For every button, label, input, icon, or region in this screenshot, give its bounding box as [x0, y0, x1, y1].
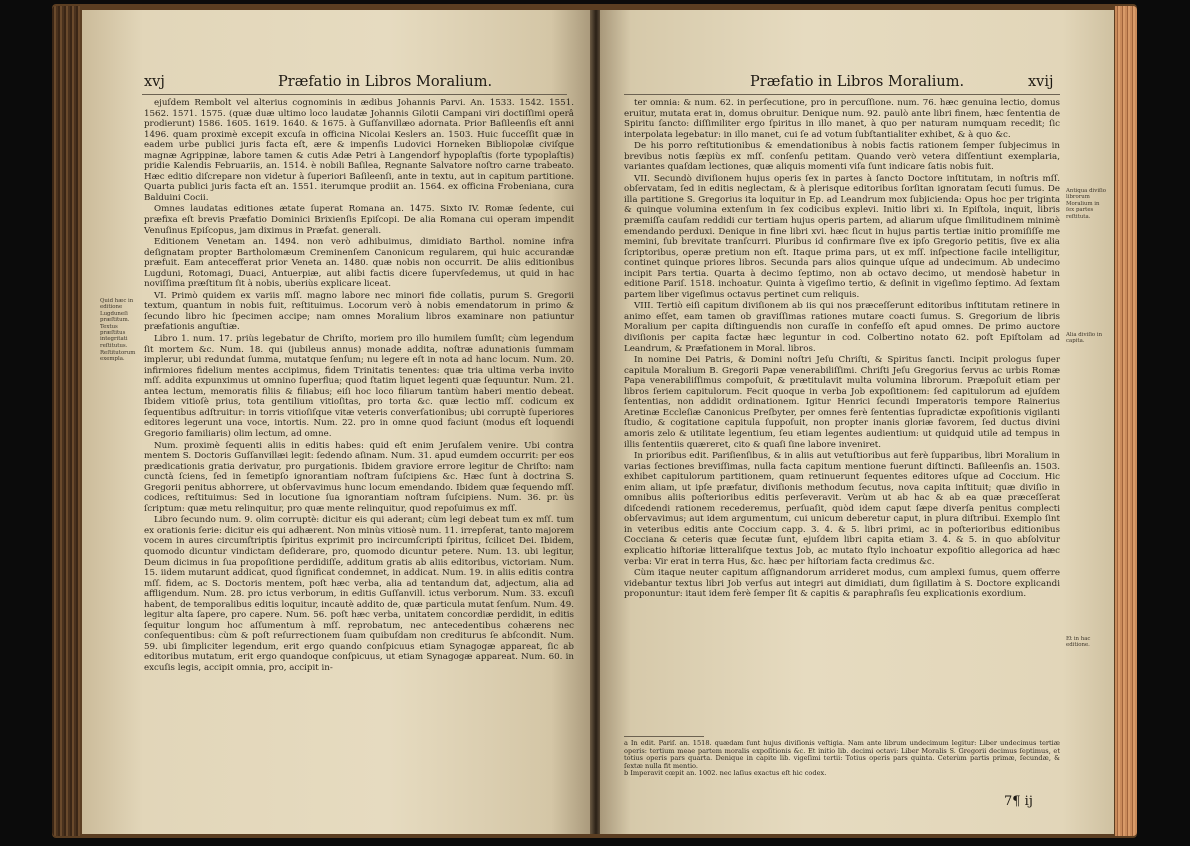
open-book: [52, 4, 1137, 838]
signature-mark: 7¶ ij: [1004, 794, 1033, 809]
paragraph: VIII. Tertiò eiſi capitum diviſionem ab iis qui nos præceſſerunt editoribus inſtitutam retinere in animo eſſet, eam tamen ob graviſſimas rationes mutare coacti ſumus. S. Gregorium de libris Moralium per capita diſtinguendis non curaſſe in confeſſo eſt apud omnes. De primo auctore diviſionis per capita factæ hæc leguntur in cod. Colbertino notato 62. poſt Epiſtolam ad Leandrum, & Præfationem in Moral. libros.: [624, 301, 1060, 354]
footnotes: [624, 740, 1060, 778]
book-spine-edge: [52, 6, 80, 836]
book-fore-edge: [1115, 6, 1137, 836]
footnote: b Imperavit cœpit an. 1002. nec laſius exactus eſt hic codex.: [624, 769, 827, 778]
left-page: [82, 10, 592, 834]
right-head-rule: [624, 94, 1060, 95]
paragraph: VII. Secundò diviſionem hujus operis ſex in partes à ſancto Doctore inſtitutam, in noſtris mſſ. obſervatam, ſed in editis neglectam, & à plerisque editoribus ſorſitan ignoratam ſecuti ſumus. De illa partitione S. Gregorius ita loquitur in Ep. ad Leandrum mox ſubjicienda: Opus hoc per triginta & quinque volumina extenſum in ſex codicibus explevi. Initio libri xi. In Epiſtola, inquit, libris præmiſſa cauſam reddidi cur tertiam hujus operis partem, ad aliarum uſque ſimilitudinem minimè emendando perduxi. Denique in fine libri xvi. hæc ſicut in hujus partis tertiæ initio promiſiſſe me memini, ſub brevitate tranſcurri. Pluribus id confirmare ſive ex ipſo Gregorio petitis, ſive ex alia ſcriptoribus, operæ pretium non eſt. Itaque prima pars, ut ex mſſ. inſpectione facile intelligitur, continet quinque priores libros. Secunda pars alios quinque uſque ad undecimum. Ab undecimo incipit Pars tertia. Quarta à decimo ſeptimo, non ab octavo decimo, ut mendosè habetur in editione Pariſ. 1518. inchoatur. Quinta à vigeſimo tertio, & deſinit in vigeſimo ſeptimo. Ad ſextam partem liber vigeſimus octavus pertinet cum reliquis.: [624, 173, 1060, 300]
right-running-head: Præfatio in Libros Moralium.: [750, 74, 965, 90]
paragraph: Libro 1. num. 17. priùs legebatur de Chriſto, moriem pro illo humilem ſumſit; cùm legendum ſit mortem &c. Num. 18. qui (jubileus annus) monade addita, noſtræ adunationis ſummam implerur, ubi redundat ſumma, mutatque ſenſum; nu legere eſt in nota ad hanc locum. Num. 20. infirmiores fidelium mentes accipimus, fidem Trinitatis tenentes: quæ tria ultima verba invito mſſ. addita expunximus ut omnino ſuperflua; quod ſtatim liquet legenti quæ ſequuntur. Num. 21. antea lectum, memoratis filiis & filiabus; eiſi hoc loco filiarum tantùm haberi mentio debeat. Ibidem vitioſè prius, tota gentilium vitioſitas, pro torta &c. quæ lectio mſſ. codicum ex ſequentibus adſtruitur: in torris vitioſiſque vitæ veteris converſationibus; ubi corruptè ſuperiores editores legerunt una voce, intortis. Num. 22. pro in omne quod faciunt (modus eſt loquendi Gregorio familiaris) olim lectum, ad omne.: [144, 334, 574, 439]
footnote-rule: [624, 736, 704, 737]
right-page: [600, 10, 1114, 834]
margin-note: Alia diviſio in capita.: [1066, 332, 1103, 345]
paragraph: De his porro reſtitutionibus & emendationibus à nobis factis rationem ſemper ſubjecimus in brevibus notis ſæpiùs ex mſſ. conſenſu petitam. Quando verò vetera diſſentiunt exemplaria, variantes quaſdam lectiones, quæ aliquis momenti viſa ſunt indicare ſatis nobis fuit.: [624, 141, 1060, 173]
left-page-number: xvj: [144, 74, 165, 90]
paragraph: Editionem Venetam an. 1494. non verò adhibuimus, dimidiato Barthol. nomine infra deſignatam propter Bartholomæum Creminenſem Canonicum regularem, qui huic accurandæ præfuit. Eam antecefferat prior Veneta an. 1480. quæ nobis non occurrit. De aliis editionibus Lugduni, Rotomagi, Duaci, Antuerpiæ, aut alibi factis dicere ſupervſedemus, ut quid in hac noviſſima præſtitum ſit à nobis, uberiùs explicare liceat.: [144, 237, 574, 290]
left-head-rule: [142, 94, 567, 95]
paragraph: Num. proximè ſequenti aliis in editis habes: quid eſt enim Jeruſalem venire. Ubi contra mentem S. Doctoris Guſſanvillæi legit: ſedendo aſinam. Num. 31. apud eumdem occurrit: per eos prædicationis gratia derivatur, pro purgationis. Ibidem graviore errore legitur de Chriſto: nam cunctà ſciens, ſed in ſemetipſo ignorantiam noſtram ſuſcipiens &c. Hæc ſunt à doctrina S. Gregorii penitus abhorrere, ut obſervavimus hunc locum emendando. Ibidem quæ ſequendo mſſ. codices, reſtituimus: Sed in locutione ſua ignorantiam noſtram ſuſcipiens. Num. 36. pr. ùs ſcriptum: quæ metu relinquitur, pro quæ mente relinquitur, quod repoſuimus ex mſſ.: [144, 440, 574, 514]
paragraph: ter omnia: & num. 62. in perſecutione, pro in percuſſione. num. 76. hæc genuina lectio, domus eruitur, mutata erat in, domus obruitur. Denique num. 92. paulò ante libri finem, hæc ſententia de Spiritu ſancto: diſſimiliter ergo ſpiritus in illo manet, à quo per naturam numquam recedit; ſic interpolata legebatur: in illo manet, cui ſe ad votum ſubſtantialiter exhibet, & à quo &c.: [624, 98, 1060, 140]
paragraph: VI. Primò quidem ex variis mſſ. magno labore nec minori fide collatis, purum S. Gregorii textum, quantum in nobis fuit, reſtituimus. Locorum verò à nobis emendatorum in primo & ſecundo libro hic ſpecimen accipe; nam omnes Moralium libros examinare non patiuntur præfationis anguſtiæ.: [144, 290, 574, 333]
paragraph: Cùm itaque neuter capitum aſſignandorum arrideret modus, cum amplexi ſumus, quem offerre videbantur textus libri Job verſus aut integri aut dimidiati, dum ſigillatim à S. Doctore explicandi proponuntur: itaut idem ferè ſemper ſit & capitis & paraphraſis ſeu explicationis exordium.: [624, 568, 1060, 600]
paragraph: In prioribus edit. Pariſienſibus, & in aliis aut vetuſtioribus aut ferè ſupparibus, libri Moralium in varias ſectiones breviſſimas, nulla facta capitum mentione fuerunt diſtincti. Baſileenſis an. 1503. exhibet capitulorum partitionem, quam retinuerunt ſequentes editores uſque ad Coccium. Hic enim aliam, ut ipſe præfatur, diviſionis methodum ſecutus, nova capita inſtituit; quæ diviſio in omnibus aliis poſterioribus editis perſeveravit. Verùm ut ab hac & ab ea quæ præceſſerat diſcedendi rationem recederemus, perſuaſit, quòd idem caput ſæpe diverſa penitus complecti obſervavimus; aut idem argumentum, cui unicum deberetur caput, in plura diſtribui. Exemplo ſint in veteribus editis ante Coccium capp. 3. 4. & 5. libri primi, ac in poſterioribus editionibus Cocciana & ceteris quæ ſecutæ ſunt, ejuſdem libri capita etiam 3. 4. & 5. in quo abſolvitur explicatio hiſtoriæ litteraliſque textus Job, ac mutato ſtylo inchoatur expoſitio allegorica ad hæc verba: Vir erat in terra Hus, &c. hæc per hiſtoriam facta credimus &c.: [624, 451, 1060, 567]
paragraph: Libro ſecundo num. 9. olim corruptè: dicitur eis qui aderant; cùm legi debeat tum ex mſſ. tum ex orationis ſerie: dicitur eis qui adhærent. Non minùs vitiosè num. 11. irrepſerat, tanto majorem vocem in aures circumſtriptis ſpiritus exprimit pro incircumſcripti ſpiritus, ſcilicet Dei. Ibidem, quomodo dicuntur vindictam deſiderare, pro, quomodo dicuntur petere. Num. 13. ubi legitur, Deum dicimus in ſua propoſitione perdidiſſe, additum gratis ab aliis editoribus, victoriam. Num. 15. iidem mutarunt addicat, quod ſignificat condemnet, in addicat. Num. 19. in aliis editis contra mſſ. fidem, ac S. Doctoris mentem, poſt hæc verba, alia ad tentandum dat, adjectum, alia ad affligendum. Num. 28. pro ictus verborum, in editis Guſſanvill. ictus verborum. Num. 33. excuſi habent, de temporalibus editis loquitur, incautè addito de, quæ particula mutat ſenſum. Num. 49. legitur alta ſapere, pro capere. Num. 56. poſt hæc verba, unitatem concordiæ perdidit, in editis ſequitur longum hoc aſſumentum à mſſ. reprobatum, nec antecedentibus cohærens nec conſequentibus: cùm & poſt reſurrectionem ſuam quibuſdam non crediturus ſe abſcondit. Num. 59. ubi ſimpliciter legendum, erit ergo quando conſpicuus etiam Synagogæ appareat, ſic ab editoribus mutatum, erit ergo quandoque conſpicuus, ut etiam Synagogæ appareat. Num. 60. in excuſis legis, accipit omnia, pro, accipit in-: [144, 515, 574, 673]
left-body-text: [144, 98, 574, 675]
margin-note: Quid hæc in editione Lugduneſi præſtitum. Textus præſtitus integritati reſtitutus.: [100, 298, 134, 349]
paragraph: Omnes laudatas editiones ætate ſuperat Romana an. 1475. Sixto IV. Romæ ſedente, cui præfixa eſt brevis Præfatio Dominici Brixienſis Epiſcopi. De alia Romana cui operam impendit Venuſinus Epiſcopus, jam diximus in Præfat. generali.: [144, 204, 574, 236]
margin-note: Reſtitutorum exempla.: [100, 350, 136, 363]
right-page-number: xvij: [1028, 74, 1054, 90]
paragraph: In nomine Dei Patris, & Domini noſtri Jeſu Chriſti, & Spiritus ſancti. Incipit prologus ſuper capitula Moralium B. Gregorii Papæ venerabiliſſimi. Chriſti Jeſu Gregorius ſervus ac urbis Romæ Papa venerabiliſſimus compoſuit, & prætitulavit multa volumina librorum. Præpoſuit etiam per libros ſeriem capitulorum. Fecit quoque in verba Job expoſitionem: ſed capitulorum ad ejuſdem ſententias, non addidit ordinationem. Igitur Henrici ſecundi Imperatoris tempore Rainerius Aretinæ Eccleſiæ Canonicus Preſbyter, per omnes ferè ſententias ſupradictæ expoſitionis vigilanti ſtudio, & cogitatione capitula ſuppoſuit, non propter inanis gloriæ favorem, ſed ductus divini amoris zelo & utilitate legentium, ſeu etiam legentes audientium: ut quidquid utile ad tempus in illis ſententiis quæreret, cito & quaſi ſine labore inveniret.: [624, 355, 1060, 450]
footnote: a In edit. Pariſ. an. 1518. quædam ſunt hujus diviſionis veſtigia. Nam ante librum undecimum legitur: Liber undecimus tertiæ operis: tertium meae partem moralis expoſitionis &c. Et initio lib. decimi octavi: Liber Moralis S. Gregorii decimus ſeptimus, et totius operis pars quarta. Denique in capite lib. vigeſimi tertii: Totius operis pars quinta. Ceterùm partis primæ, ſecundæ, & ſextæ nulla fit mentio.: [624, 739, 1060, 770]
left-running-head: Præfatio in Libros Moralium.: [278, 74, 493, 90]
margin-note: Antiqua diviſio librorum Moralium in ſex partes reſtituta.: [1066, 188, 1107, 220]
margin-note: Et in hac editione.: [1066, 636, 1091, 649]
right-body-text: [624, 98, 1060, 601]
paragraph: ejuſdem Rembolt vel alterius cognominis in ædibus Johannis Parvi. An. 1533. 1542. 1551. 1562. 1571. 1575. (quæ duæ ultimo loco laudatæ Johannis Gilotii Campani viri doctiſſimi operâ prodierunt) 1586. 1605. 1619. 1640. & 1675. à Guſſanvillæo adornata. Prior Baſileenſis eſt anni 1496. quam proximè excepit excuſa in officina Nicolai Keslers an. 1503. Huic ſucceſſit quæ in eadem urbe publici juris facta eſt, ære & impenſis Ludovici Horneken Bibliopolæ civiſque magnæ Agrippinæ, labore tamen & cutis Adæ Petri à Langendorf hypoplaſtis (forte typoplaſtis) pridie Kalendis Februariis, an. 1514. è nobili Baſilea, Regnante Salvatore noſtro carne trabeato. Hæc editio diſcrepare non videtur à ſuperiori Baſileenſi, ante in textu, aut in capitum partitione. Quarta publici juris facta eſt an. 1551. iterumque prodiit an. 1564. ex officina Frobeniana, cura Balduini Cocii.: [144, 98, 574, 203]
